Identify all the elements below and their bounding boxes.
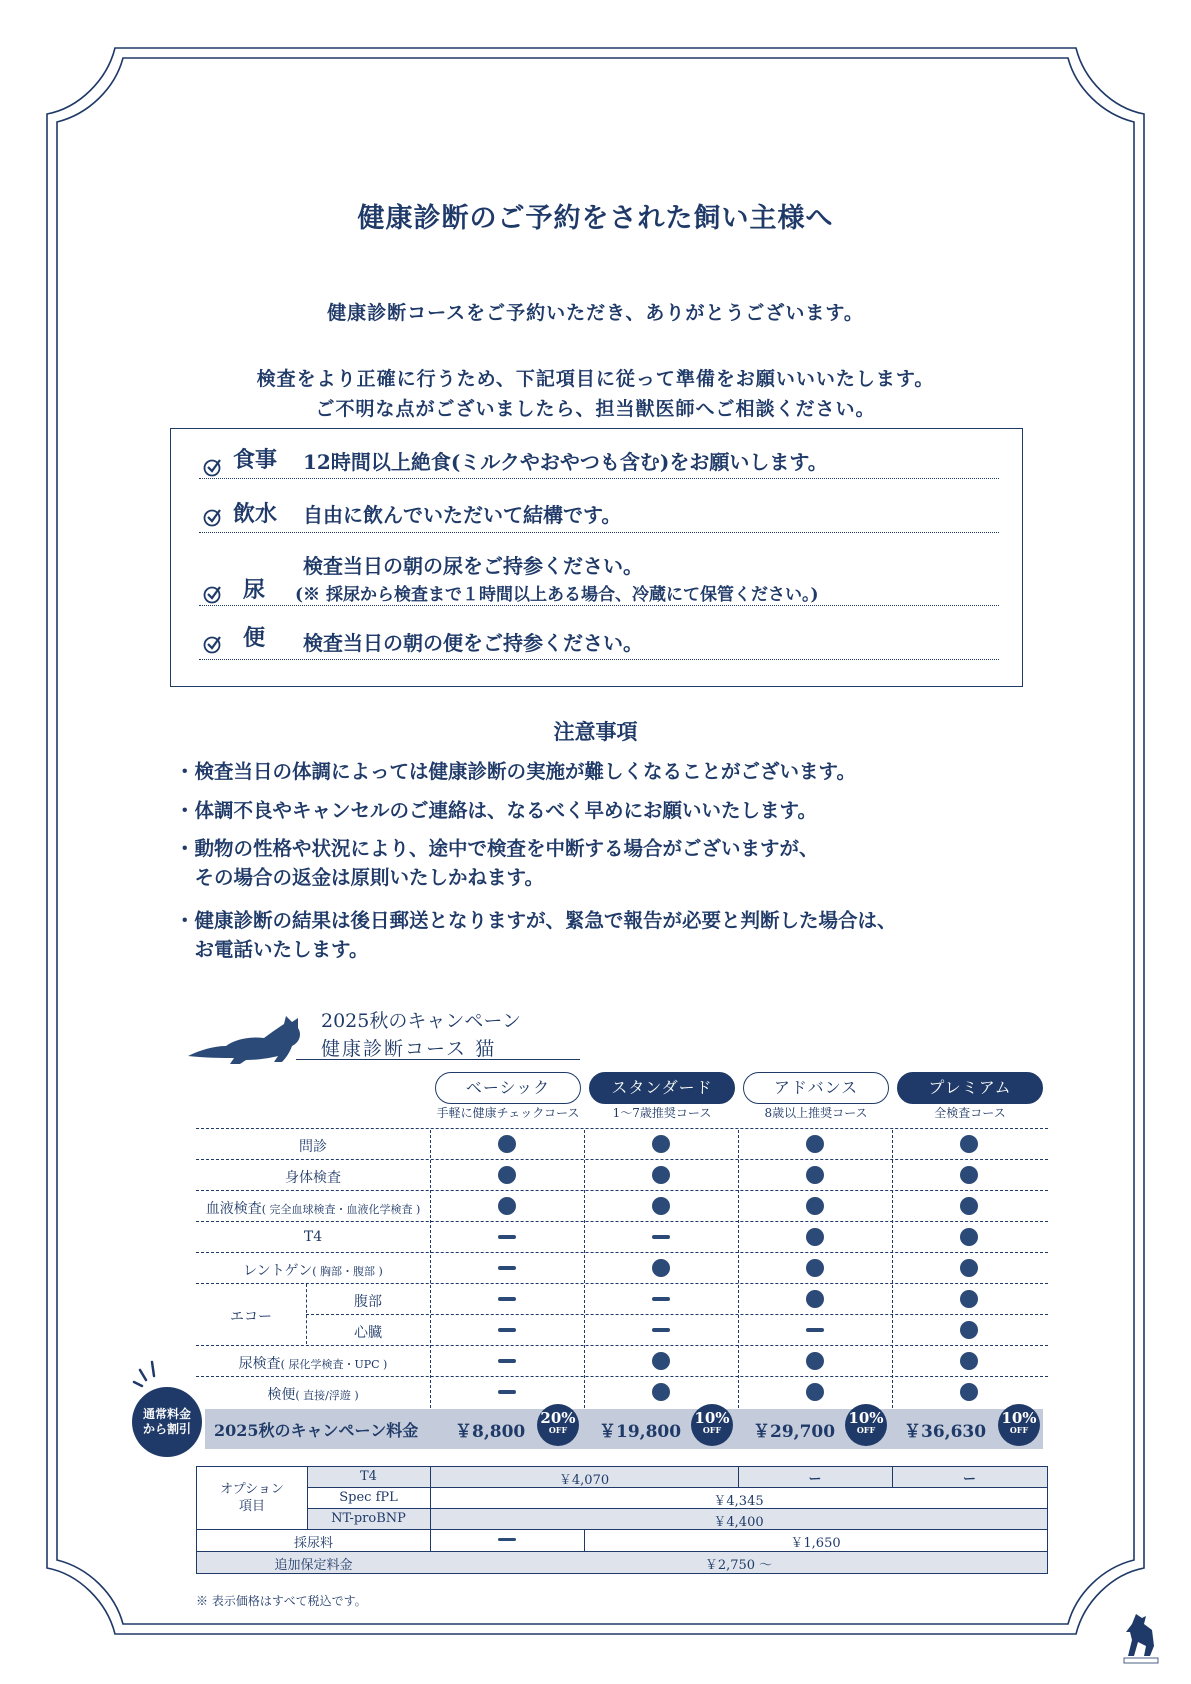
included-dot: [652, 1383, 670, 1401]
included-dot: [960, 1135, 978, 1153]
row-label: [196, 1167, 430, 1187]
row-label-sub: ( 完全血球検査・血液化学検査 ): [261, 1203, 421, 1216]
included-dot: [806, 1352, 824, 1370]
opt-price-specfpl: ￥4,345: [713, 1494, 764, 1509]
note-item: その場合の返金は原則いたしかねます。: [175, 866, 544, 889]
row-label-text: 問診: [299, 1139, 327, 1155]
off-pct: 20%: [540, 1409, 576, 1427]
row-label: [196, 1229, 430, 1245]
course-premium: プレミアム: [897, 1072, 1043, 1104]
price-standard: ￥19,800: [599, 1422, 682, 1442]
opt-dash: ー: [808, 1472, 822, 1487]
row-label-text: 心臓: [354, 1325, 382, 1341]
grid-line: [196, 1345, 1048, 1346]
course-sub-standard: 1〜7歳推奨コース: [612, 1106, 712, 1120]
grid-line: [430, 1130, 431, 1408]
included-dot: [960, 1228, 978, 1246]
opt-dash: ー: [962, 1472, 976, 1487]
discount-line: 通常料金: [142, 1407, 191, 1421]
grid-line: [196, 1283, 1048, 1284]
grid-line: [196, 1221, 1048, 1222]
not-included-dash: [498, 1235, 516, 1239]
intro-thanks: 健康診断コースをご予約いただき、ありがとうございます。: [327, 302, 864, 324]
included-dot: [498, 1135, 516, 1153]
note-item: お電話いたします。: [175, 938, 369, 961]
page-title: 健康診断のご予約をされた飼い主様へ: [357, 203, 834, 234]
discount-badge: [132, 1387, 202, 1457]
row-label: [196, 1260, 430, 1280]
check-circle-icon: [203, 584, 223, 604]
not-included-dash: [652, 1235, 670, 1239]
row-label-text: 身体検査: [285, 1170, 341, 1186]
grid-line: [196, 1128, 1048, 1129]
note-item: ・検査当日の体調によっては健康診断の実施が難しくなることがございます。: [175, 760, 856, 783]
row-label-sub: ( 尿化学検査・UPC ): [280, 1358, 388, 1371]
grid-line: [584, 1130, 585, 1408]
off-badge: [998, 1404, 1040, 1446]
opt-price-extra: ￥2,750 〜: [704, 1558, 773, 1573]
prep-label: 飲水: [233, 501, 278, 527]
intro-contact: ご不明な点がございましたら、担当獣医師へご相談ください。: [315, 398, 876, 420]
included-dot: [806, 1290, 824, 1308]
off-badge: [691, 1404, 733, 1446]
note-item: ・体調不良やキャンセルのご連絡は、なるべく早めにお願いいたします。: [175, 799, 817, 822]
prep-row-urine: [199, 539, 999, 606]
price-advance: ￥29,700: [753, 1422, 836, 1442]
row-label-text: 腹部: [354, 1294, 382, 1310]
row-label: [196, 1384, 430, 1404]
included-dot: [498, 1166, 516, 1184]
row-group-label: エコー: [230, 1309, 272, 1325]
off-pct: 10%: [848, 1409, 884, 1427]
grid-line: [892, 1130, 893, 1408]
grid-line: [196, 1252, 1048, 1253]
opt-group-line: オプション: [220, 1482, 284, 1497]
row-label-text: T4: [303, 1229, 323, 1245]
row-label-sub: ( 直接/浮遊 ): [295, 1389, 359, 1402]
included-dot: [806, 1197, 824, 1215]
not-included-dash: [652, 1297, 670, 1301]
course-sub-advance: 8歳以上推奨コース: [764, 1106, 868, 1120]
discount-line: から割引: [142, 1422, 191, 1436]
row-label: [306, 1291, 430, 1311]
row-label: [196, 1353, 430, 1373]
opt-line: [197, 1551, 1047, 1552]
included-dot: [960, 1321, 978, 1339]
grid-line: [196, 1159, 1048, 1160]
opt-group-label: [197, 1481, 307, 1515]
grid-line: [306, 1314, 1048, 1315]
opt-label-t4: T4: [360, 1469, 377, 1484]
row-label-text: レントゲン: [243, 1263, 313, 1279]
off-badge: [537, 1404, 579, 1446]
included-dot: [652, 1352, 670, 1370]
opt-label-extra: 追加保定料金: [274, 1558, 353, 1573]
burst-lines-icon: [128, 1358, 164, 1388]
cat-silhouette-icon: [186, 1010, 316, 1066]
included-dot: [960, 1383, 978, 1401]
course-sub-basic: 手軽に健康チェックコース: [436, 1106, 580, 1120]
campaign-underline: [296, 1059, 580, 1060]
check-circle-icon: [203, 457, 223, 477]
prep-row-water: [199, 487, 999, 533]
opt-price-ntprobnp: ￥4,400: [713, 1515, 764, 1530]
opt-label-specfpl: Spec fPL: [339, 1490, 398, 1505]
included-dot: [806, 1383, 824, 1401]
opt-price-urine: ￥1,650: [790, 1536, 841, 1551]
note-item: ・動物の性格や状況により、途中で検査を中断する場合がございますが、: [175, 837, 819, 860]
not-included-dash: [498, 1297, 516, 1301]
course-sub-premium: 全検査コース: [934, 1106, 1006, 1120]
options-table: [196, 1466, 1048, 1574]
prep-label: 便: [243, 625, 266, 651]
included-dot: [652, 1135, 670, 1153]
prep-note: (※ 採尿から検査まで１時間以上ある場合、冷蔵にて保管ください。): [295, 585, 819, 605]
prep-text: 自由に飲んでいただいて結構です。: [303, 503, 622, 527]
off-text: OFF: [1009, 1425, 1029, 1435]
off-pct: 10%: [1001, 1409, 1037, 1427]
not-included-dash: [498, 1266, 516, 1270]
campaign-title: 2025秋のキャンペーン: [321, 1010, 521, 1032]
included-dot: [652, 1197, 670, 1215]
notes-title: 注意事項: [553, 719, 638, 744]
not-included-dash: [652, 1328, 670, 1332]
opt-label-ntprobnp: NT-proBNP: [331, 1511, 406, 1526]
check-circle-icon: [203, 507, 223, 527]
not-included-dash: [498, 1390, 516, 1394]
not-included-dash: [498, 1359, 516, 1363]
grid-line: [196, 1190, 1048, 1191]
footnote: ※ 表示価格はすべて税込です。: [196, 1594, 367, 1608]
note-item: ・健康診断の結果は後日郵送となりますが、緊急で報告が必要と判断した場合は、: [175, 909, 897, 932]
included-dot: [806, 1166, 824, 1184]
included-dot: [652, 1259, 670, 1277]
included-dot: [960, 1197, 978, 1215]
included-dot: [960, 1290, 978, 1308]
included-dot: [652, 1166, 670, 1184]
prep-text: 12時間以上絶食(ミルクやおやつも含む)をお願いします。: [303, 450, 828, 474]
row-label: [196, 1136, 430, 1156]
prep-row-stool: [199, 613, 999, 660]
price-premium: ￥36,630: [904, 1422, 987, 1442]
grid-line: [738, 1130, 739, 1408]
included-dot: [806, 1259, 824, 1277]
off-pct: 10%: [694, 1409, 730, 1427]
opt-dash-mark: [498, 1538, 516, 1541]
row-label-sub: ( 胸部・腹部 ): [312, 1265, 383, 1278]
campaign-subtitle: 健康診断コース 猫: [321, 1038, 497, 1060]
intro-request: 検査をより正確に行うため、下記項目に従って準備をお願いいいたします。: [256, 368, 935, 390]
opt-price-t4: ￥4,070: [558, 1473, 610, 1488]
prep-text: 検査当日の朝の便をご持参ください。: [303, 631, 643, 655]
row-label-text: 尿検査: [238, 1356, 281, 1372]
included-dot: [806, 1228, 824, 1246]
included-dot: [960, 1352, 978, 1370]
preparation-box: [170, 428, 1023, 687]
prep-text: 検査当日の朝の尿をご持参ください。: [303, 554, 643, 578]
included-dot: [498, 1197, 516, 1215]
row-label-text: 検便: [267, 1387, 296, 1403]
off-text: OFF: [856, 1425, 876, 1435]
row-label: [196, 1198, 430, 1218]
price-basic: ￥8,800: [455, 1422, 526, 1442]
row-label-text: 血液検査: [205, 1201, 262, 1217]
opt-group-line: 項目: [238, 1499, 265, 1514]
course-advance: アドバンス: [743, 1072, 889, 1104]
prep-label: 尿: [243, 577, 266, 603]
off-text: OFF: [548, 1425, 568, 1435]
opt-label-urine: 採尿料: [293, 1536, 333, 1551]
dog-logo-icon: [1122, 1612, 1160, 1664]
check-circle-icon: [203, 634, 223, 654]
price-label: 2025秋のキャンペーン料金: [214, 1421, 419, 1440]
row-label: [306, 1322, 430, 1342]
course-standard: スタンダード: [589, 1072, 735, 1104]
prep-label: 食事: [233, 447, 278, 473]
off-badge: [845, 1404, 887, 1446]
included-dot: [806, 1135, 824, 1153]
not-included-dash: [498, 1328, 516, 1332]
included-dot: [960, 1166, 978, 1184]
course-basic: ベーシック: [435, 1072, 581, 1104]
prep-row-food: [199, 439, 999, 479]
included-dot: [960, 1259, 978, 1277]
not-included-dash: [806, 1328, 824, 1332]
grid-line: [196, 1376, 1048, 1377]
off-text: OFF: [702, 1425, 722, 1435]
